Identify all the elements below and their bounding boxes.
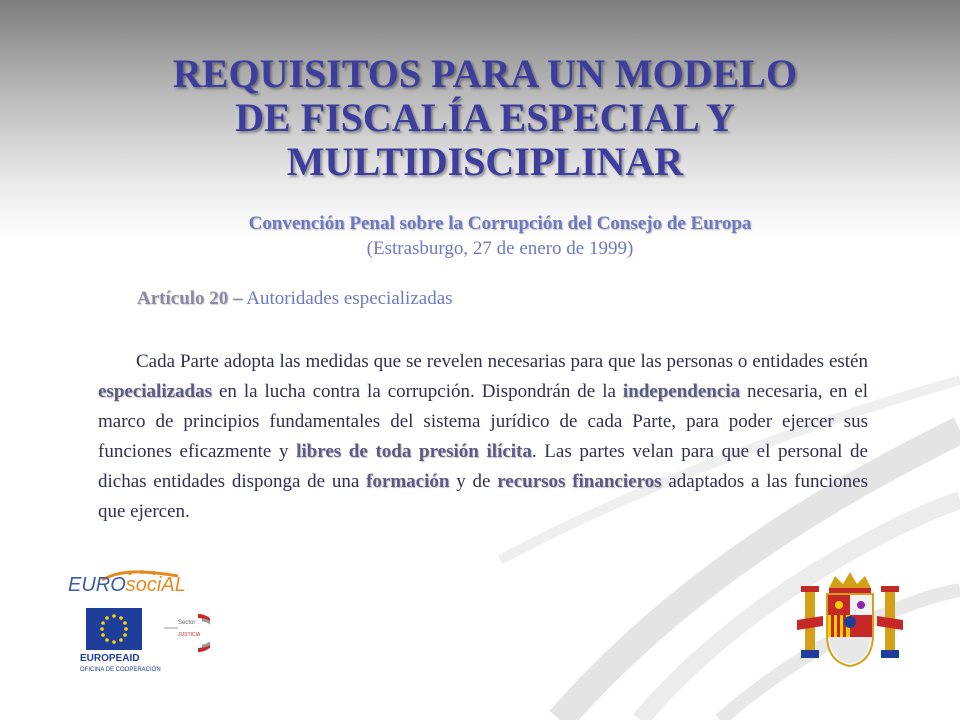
- sector-label: Sector: [178, 620, 196, 626]
- article-label: Artículo 20 –: [137, 288, 243, 309]
- paragraph-text: y de: [449, 471, 498, 492]
- keyword-independencia: independencia: [622, 381, 741, 402]
- eurosocial-wordmark: [68, 574, 186, 597]
- eurosocial-logo: [60, 568, 210, 683]
- paragraph-text: . Las partes velan para que el personal de dichas entidades disponga de una: [98, 441, 868, 492]
- europeaid-label: EUROPEAID: [80, 653, 140, 664]
- eu-flag-icon: [86, 608, 142, 650]
- article-title: Autoridades especializadas: [246, 288, 453, 309]
- keyword-formacion: formación: [366, 471, 450, 492]
- europeaid-sublabel: OFICINA DE COOPERACIÓN: [80, 667, 161, 673]
- keyword-especializadas: especializadas: [98, 381, 212, 402]
- sector-justicia-icon: [164, 606, 210, 656]
- title-line-2: DE FISCALÍA ESPECIAL Y: [235, 95, 735, 140]
- subtitle: [120, 212, 880, 262]
- article-paragraph: [98, 347, 868, 527]
- title-line-3: MULTIDISCIPLINAR: [286, 139, 684, 184]
- spain-coat-of-arms-icon: [795, 570, 905, 670]
- paragraph-text: en la lucha contra la corrupción. Dispondrán de la: [212, 381, 623, 402]
- paragraph-text: Cada Parte adopta las medidas que se revelen necesarias para que las personas o entidades estén: [136, 351, 868, 372]
- convention-date: (Estrasburgo, 27 de enero de 1999): [366, 238, 634, 259]
- slide-title: [60, 52, 910, 184]
- keyword-libres-presion: libres de toda presión ilícita: [296, 441, 532, 462]
- eurosocial-social: sociAL: [125, 574, 186, 596]
- paragraph-text: necesaria, en el marco de principios fundamentales del sistema jurídico de cada Parte, para poder ejercer sus funciones eficazmente y: [98, 381, 869, 462]
- eurosocial-euro: EURO: [68, 574, 126, 596]
- article-heading: [137, 288, 453, 310]
- justicia-label: JUSTICIA: [178, 632, 201, 638]
- keyword-recursos-financieros: recursos financieros: [497, 471, 662, 492]
- convention-name: Convención Penal sobre la Corrupción del Consejo de Europa: [248, 213, 752, 234]
- paragraph-text: adaptados a las funciones que ejercen.: [98, 471, 868, 522]
- title-line-1: REQUISITOS PARA UN MODELO: [172, 51, 798, 96]
